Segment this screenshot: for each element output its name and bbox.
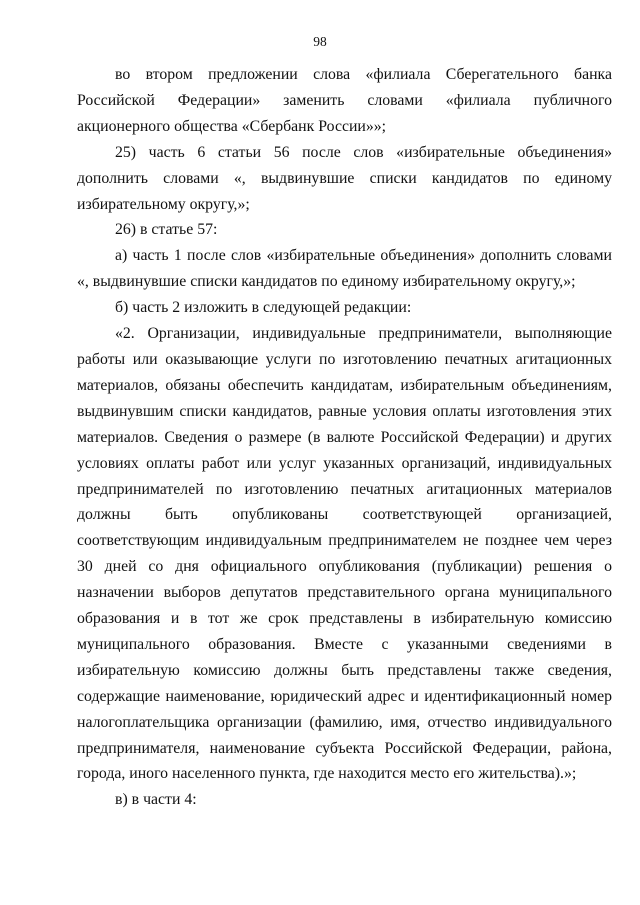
document-body — [77, 62, 612, 813]
paragraph-new-part-2: «2. Организации, индивидуальные предприниматели, выполняющие работы или оказывающие услуги по изготовлению печатных агитационных материалов, обязаны обеспечить кандидатам, избирательным объединениям, выдвинувшим списки кандидатов, равные условия оплаты изготовления этих материалов. Сведения о размере (в валюте Российской Федерации) и других условиях оплаты работ или услуг указанных организаций, индивидуальных предпринимателей по изготовлению печатных агитационных материалов должны быть опубликованы соответствующей организацией, соответствующим индивидуальным предпринимателем не позднее чем через 30 дней со дня официального опубликования (публикации) решения о назначении выборов депутатов представительного органа муниципального образования и в тот же срок представлены в избирательную комиссию муниципального образования. Вместе с указанными сведениями в избирательную комиссию должны быть представлены также сведения, содержащие наименование, юридический адрес и идентификационный номер налогоплательщика организации (фамилию, имя, отчество индивидуального предпринимателя, наименование субъекта Российской Федерации, района, города, иного населенного пункта, где находится место его жительства).»; — [77, 325, 612, 783]
paragraph-item-25: 25) часть 6 статьи 56 после слов «избирательные объединения» дополнить словами «, выдвинувшие списки кандидатов по единому избирательному округу,»; — [77, 143, 612, 213]
paragraph-item-26: 26) в статье 57: — [115, 221, 218, 239]
page-number: 98 — [313, 34, 327, 49]
paragraph-subitem-b: б) часть 2 изложить в следующей редакции: — [115, 299, 412, 317]
paragraph-bank-name-replacement: во втором предложении слова «филиала Сберегательного банка Российской Федерации» заменить словами «филиала публичного акционерного общества «Сбербанк России»»; — [77, 66, 612, 135]
paragraph-subitem-a: а) часть 1 после слов «избирательные объединения» дополнить словами «, выдвинувшие списки кандидатов по единому избирательному округу,»; — [77, 247, 612, 291]
paragraph-subitem-v: в) в части 4: — [115, 791, 197, 809]
